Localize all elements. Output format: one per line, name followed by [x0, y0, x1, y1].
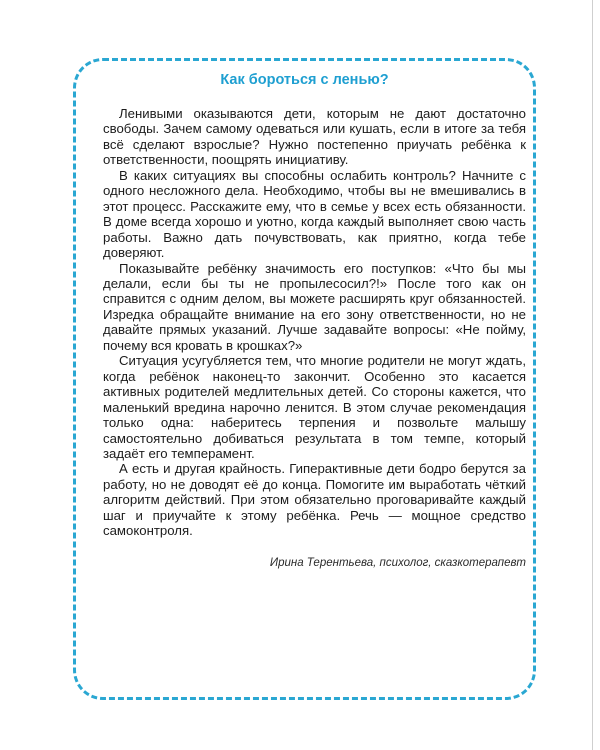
article-body	[103, 106, 526, 539]
paragraph: Показывайте ребёнку значимость его поступков: «Что бы мы делали, если бы ты не пропылесосил?!» После того как он справится с одним делом, вы можете расширять круг обязанностей. Изредка обращайте внимание на его зону ответственности, но не давайте прямых указаний. Лучше задавайте вопросы: «Не пойму, почему вся кровать в крошках?»	[103, 260, 526, 353]
paragraph: Ситуация усугубляется тем, что многие родители не могут ждать, когда ребёнок наконец-то закончит. Особенно это касается активных родителей медлительных детей. Со стороны кажется, что маленький вредина нарочно ленится. В этом случае рекомендация только одна: наберитесь терпения и позвольте малышу самостоятельно добиваться результата в том темпе, который задаёт его темперамент.	[103, 353, 526, 461]
paragraph: Ленивыми оказываются дети, которым не дают достаточно свободы. Зачем самому одеваться или кушать, если в итоге за тебя всё сделают взрослые? Нужно постепенно приучать ребёнка к ответственности, поощрять инициативу.	[103, 106, 526, 168]
paragraph: А есть и другая крайность. Гиперактивные дети бодро берутся за работу, но не доводят её до конца. Помогите им выработать чёткий алгоритм действий. При этом обязательно проговаривайте каждый шаг и приучайте к этому ребёнка. Речь — мощное средство самоконтроля.	[103, 461, 526, 539]
paragraph: В каких ситуациях вы способны ослабить контроль? Начните с одного несложного дела. Необходимо, чтобы вы не вмешивались в этот процесс. Расскажите ему, что в семье у всех есть обязанности. В доме всегда хорошо и уютно, когда каждый выполняет свою часть работы. Важно дать почувствовать, как приятно, когда тебе доверяют.	[103, 167, 526, 261]
author-signature: Ирина Терентьева, психолог, сказкотерапевт	[269, 557, 526, 569]
article-title: Как бороться с ленью?	[220, 72, 389, 88]
